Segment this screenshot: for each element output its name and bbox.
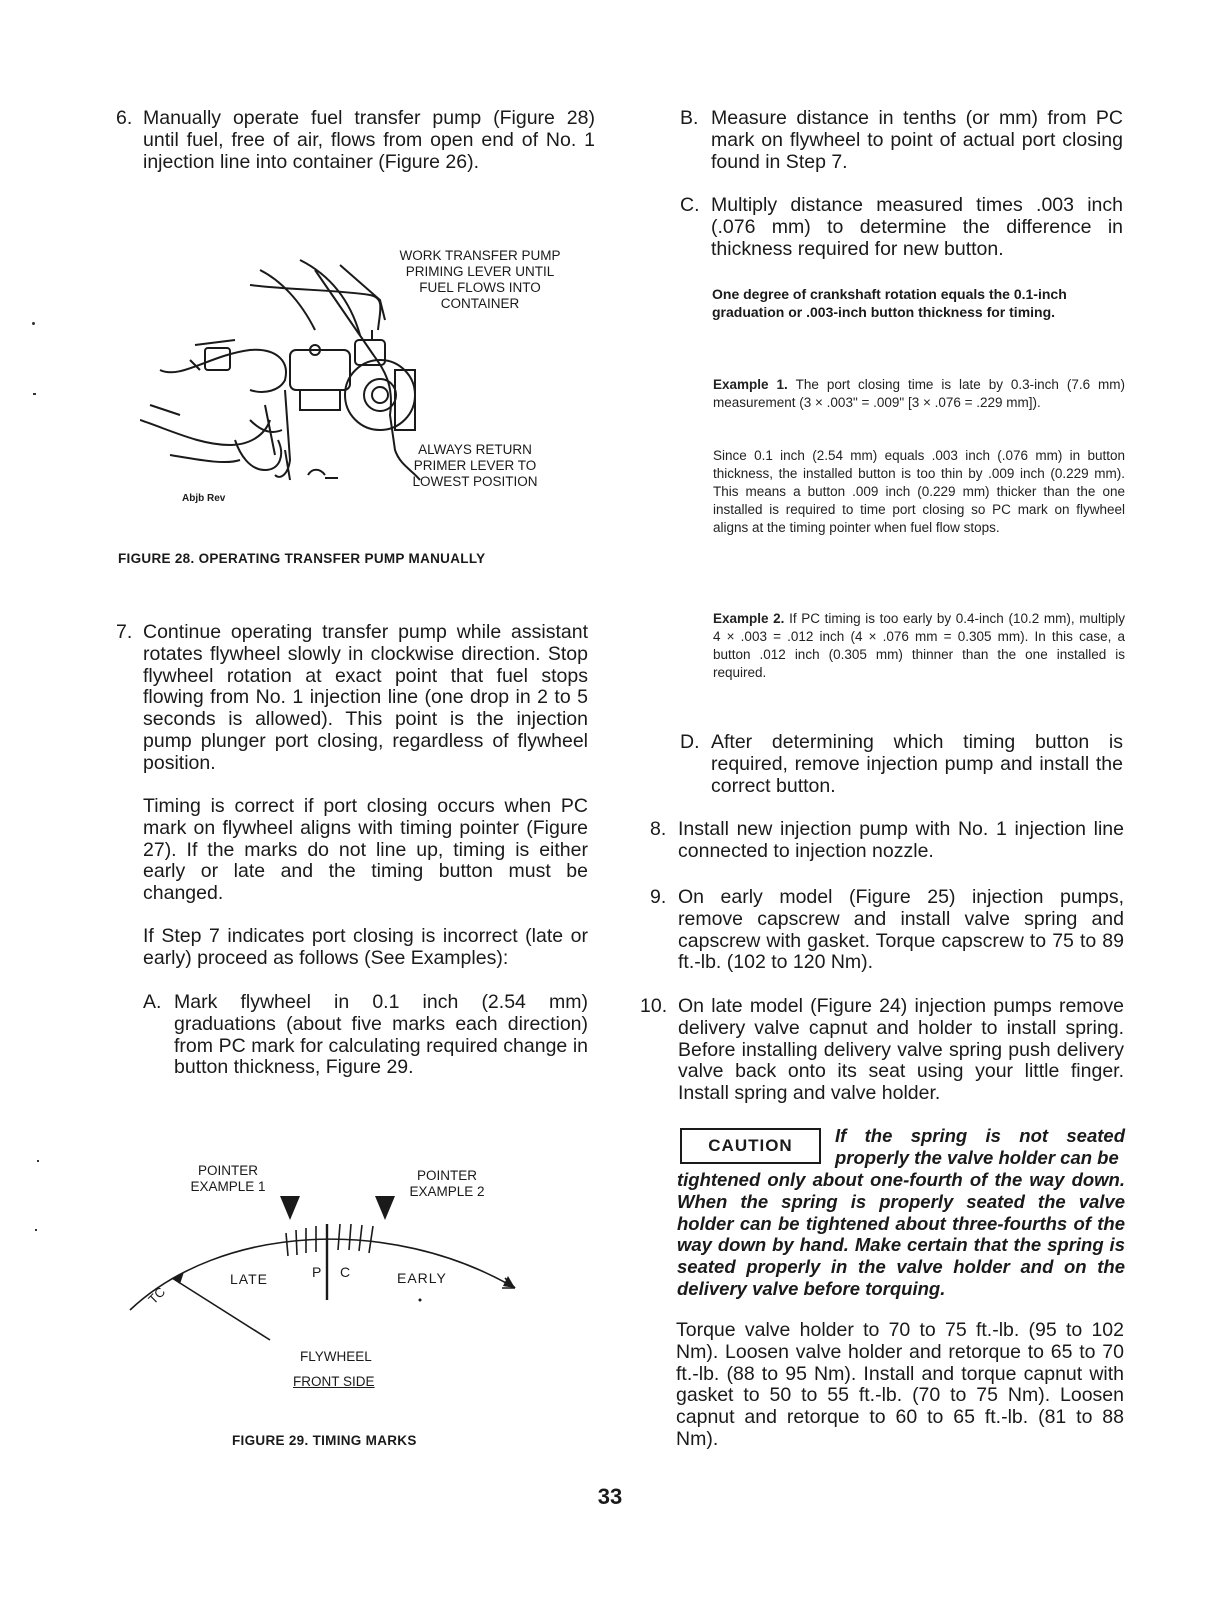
crankshaft-note: One degree of crankshaft rotation equals the 0.1-inch graduation or .003-inch button thickness for timing.	[712, 286, 1067, 320]
step-b-letter: B.	[680, 107, 699, 129]
example-1-label: Example 1.	[713, 377, 788, 392]
pointer-example-1-label: POINTER EXAMPLE 1	[190, 1163, 266, 1194]
step-7-followup-paragraph: If Step 7 indicates port closing is incorrect (late or early) proceed as follows (See Examples):	[143, 925, 588, 969]
flywheel-label: FLYWHEEL	[300, 1349, 372, 1364]
pointer-1-marker	[280, 1196, 300, 1220]
caution-body-text: tightened only about one-fourth of the way down. When the spring is properly seated the valve holder can be tightened about three-fourths of the way down by hand. Make certain that the spring is seated properly in the valve holder and on the delivery valve before torquing.	[677, 1169, 1125, 1299]
early-label: EARLY	[397, 1270, 447, 1286]
figure-code: Abjb Rev	[182, 493, 226, 504]
example-1	[713, 376, 1125, 412]
step-8-text: Install new injection pump with No. 1 injection line connected to injection nozzle.	[678, 818, 1124, 862]
page-number: 33	[597, 1484, 623, 1509]
figure-29-caption: FIGURE 29. TIMING MARKS	[232, 1433, 417, 1448]
step-7	[116, 622, 596, 782]
step-6-text: Manually operate fuel transfer pump (Figure 28) until fuel, free of air, flows from open end of No. 1 injection line into container (Figure 26).	[143, 107, 595, 173]
figure-28-caption: FIGURE 28. OPERATING TRANSFER PUMP MANUALLY	[118, 551, 486, 566]
example-2	[713, 610, 1125, 682]
step-d-letter: D.	[680, 731, 700, 753]
step-9	[650, 887, 1125, 982]
step-7-number: 7.	[116, 621, 133, 643]
callout-always-return: ALWAYS RETURN PRIMER LEVER TO LOWEST POSITION	[412, 442, 538, 489]
step-b-text: Measure distance in tenths (or mm) from PC mark on flywheel to point of actual port closing found in Step 7.	[711, 107, 1123, 173]
scan-speck	[37, 1160, 39, 1162]
step-d-text: After determining which timing button is required, remove injection pump and install the correct button.	[711, 731, 1123, 797]
step-a-letter: A.	[143, 991, 162, 1013]
example-1-explanation: Since 0.1 inch (2.54 mm) equals .003 inch (.076 mm) in button thickness, the installed button is too thin by .009 inch (0.229 mm). This means a button .009 inch (0.229 mm) thicker than the one installed is required to time port closing so PC mark on flywheel aligns at the timing pointer when fuel flow stops.	[713, 448, 1125, 535]
scan-speck	[32, 322, 35, 325]
step-a	[143, 992, 593, 1092]
callout-work-transfer-pump: WORK TRANSFER PUMP PRIMING LEVER UNTIL FUEL FLOWS INTO CONTAINER	[399, 248, 561, 311]
step-10-text: On late model (Figure 24) injection pumps remove delivery valve capnut and holder to install spring. Before installing delivery valve spring push delivery valve back onto its seat using your little finger. Install spring and valve holder.	[678, 995, 1124, 1105]
step-b	[680, 108, 1125, 178]
torque-paragraph: Torque valve holder to 70 to 75 ft.-lb. (95 to 102 Nm). Loosen valve holder and retorque to 65 to 70 ft.-lb. (88 to 95 Nm). Install and torque capnut with gasket to 50 to 55 ft.-lb. (70 to 75 Nm). Loosen capnut and retorque to 60 to 65 ft.-lb. (81 to 88 Nm).	[676, 1319, 1124, 1450]
p-label: P	[312, 1264, 322, 1280]
step-c-text: Multiply distance measured times .003 inch (.076 mm) to determine the difference in thickness required for new button.	[711, 194, 1123, 260]
step-10	[640, 996, 1125, 1111]
front-side-label: FRONT SIDE	[293, 1374, 375, 1389]
step-8-number: 8.	[650, 818, 667, 840]
step-c	[680, 195, 1125, 265]
c-label: C	[340, 1264, 351, 1280]
pointer-example-2-label: POINTER EXAMPLE 2	[409, 1168, 485, 1199]
late-label: LATE	[230, 1271, 268, 1287]
step-7-text: Continue operating transfer pump while assistant rotates flywheel slowly in clockwise direction. Stop flywheel rotation at exact point that fuel stops flowing from No. 1 injection line (one drop in 2 to 5 seconds is allowed). This point is the injection pump plunger port closing, regardless of flywheel position.	[143, 621, 588, 774]
example-2-label: Example 2.	[713, 611, 785, 626]
caution-lead-text: If the spring is not seated properly the valve holder can be	[835, 1125, 1125, 1168]
step-6-number: 6.	[116, 107, 133, 129]
step-d	[680, 732, 1125, 802]
caution-badge: CAUTION	[680, 1128, 821, 1164]
scan-speck	[33, 393, 36, 395]
tc-label: TC	[145, 1284, 169, 1307]
example-2-text: If PC timing is too early by 0.4-inch (10.2 mm), multiply 4 × .003 = .012 inch (4 × .076 mm = 0.305 mm). In this case, a button .012 inch (0.305 mm) thinner than the one installed is required.	[713, 611, 1125, 680]
step-10-number: 10.	[640, 995, 668, 1017]
step-9-text: On early model (Figure 25) injection pumps, remove capscrew and install valve spring and capscrew with gasket. Torque capscrew to 75 to 89 ft.-lb. (102 to 120 Nm).	[678, 886, 1124, 974]
scan-speck	[35, 1229, 37, 1231]
step-c-letter: C.	[680, 194, 700, 216]
timing-paragraph: Timing is correct if port closing occurs when PC mark on flywheel aligns with timing pointer (Figure 27). If the marks do not line up, timing is either early or late and the timing button must be changed.	[143, 795, 588, 905]
step-8	[650, 819, 1125, 869]
step-a-text: Mark flywheel in 0.1 inch (2.54 mm) graduations (about five marks each direction) from PC mark for calculating required change in button thickness, Figure 29.	[174, 991, 588, 1079]
step-9-number: 9.	[650, 886, 667, 908]
example-1-text: The port closing time is late by 0.3-inch (7.6 mm) measurement (3 × .003" = .009" [3 × .076 = .229 mm]).	[713, 377, 1125, 410]
step-6	[116, 108, 596, 178]
